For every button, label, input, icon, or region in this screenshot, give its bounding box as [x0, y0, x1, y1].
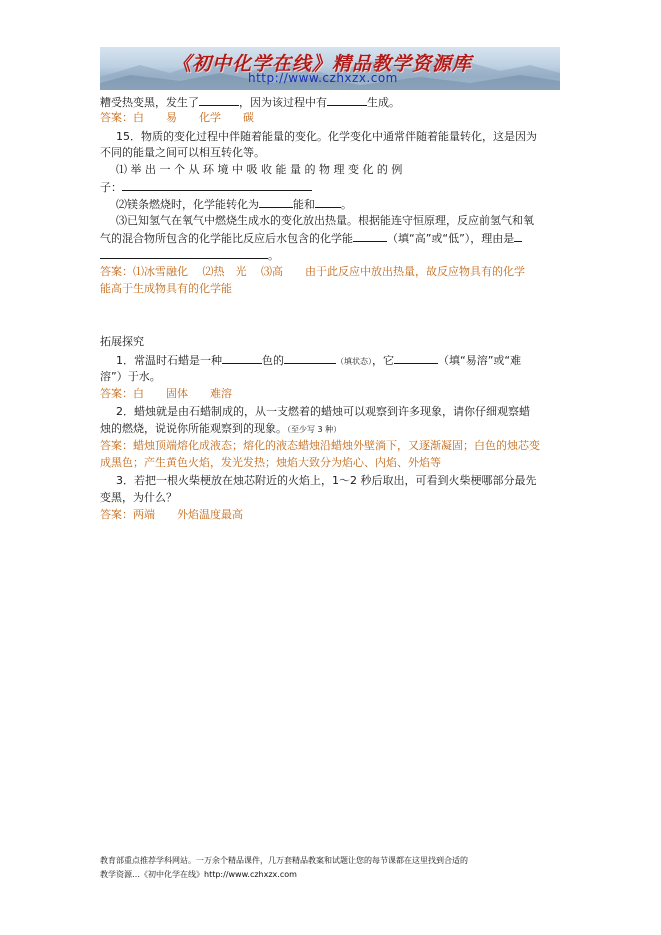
text-line: 变黑，为什么？ [100, 491, 177, 504]
blank [284, 352, 336, 364]
blank [259, 196, 293, 208]
blank [353, 230, 387, 242]
answer-line: 答案：两端 外焰温度最高 [100, 508, 243, 521]
question-15-1: ⑴ 举 出 一 个 从 环 境 中 吸 收 能 量 的 物 理 变 化 的 例 [116, 163, 403, 176]
question-e3: 3．若把一根火柴梗放在烛芯附近的火焰上，1～2 秒后取出，可看到火柴梗哪部分最先 [116, 474, 537, 487]
text-line: 子： [100, 179, 562, 195]
question-e2: 2．蜡烛就是由石蜡制成的，从一支燃着的蜡烛可以观察到许多现象，请你仔细观察蜡 [116, 405, 530, 418]
blank [100, 247, 268, 259]
blank [327, 94, 367, 106]
blank [199, 94, 239, 106]
question-15: 15．物质的变化过程中伴随着能量的变化。化学变化中通常伴随着能量转化，这是因为 [116, 130, 537, 143]
footer-line: 教育部重点推荐学科网站。一万余个精品课件，几万套精品教案和试题让您的每节课都在这里找到合适的 [100, 856, 468, 865]
question-e1: 1．常温时石蜡是一种 色的 （填状态），它 （填“易溶”或“难 [116, 354, 522, 367]
question-15-2: ⑵镁条燃烧时，化学能转化为 能和 。 [116, 198, 352, 211]
text-line: 气的混合物所包含的化学能比反应后水包含的化学能 （填“高”或“低”），理由是 [100, 230, 562, 246]
text-line: 不同的能量之间可以相互转化等。 [100, 146, 265, 159]
text-line: 。 [100, 247, 562, 263]
question-15-3: ⑶已知氢气在氧气中燃烧生成水的变化放出热量。根据能连守恒原理，反应前氢气和氧 [116, 214, 534, 227]
blank [222, 352, 262, 364]
header-banner [100, 47, 560, 90]
text-line: 溶”）于水。 [100, 370, 161, 383]
blank [315, 196, 341, 208]
blank [514, 230, 522, 242]
banner-title: 《初中化学在线》精品教学资源库 [172, 53, 473, 75]
footer-line: 教学资源…《初中化学在线》http://www.czhxzx.com [100, 870, 297, 879]
text-line: 烛的燃烧，说说你所能观察到的现象。（至少写 3 种） [100, 422, 342, 435]
text-line: 糟受热变黑，发生了 ，因为该过程中有 生成。 [100, 96, 400, 109]
section-title: 拓展探究 [100, 335, 144, 348]
blank [394, 352, 438, 364]
answer-line: 答案：⑴冰雪融化 ⑵热 光 ⑶高 由于此反应中放出热量，故反应物具有的化学 [100, 265, 525, 278]
answer-line: 能高于生成物具有的化学能 [100, 282, 232, 295]
banner-url[interactable]: http://www.czhxzx.com [248, 71, 398, 85]
answer-line: 答案：白 固体 难溶 [100, 387, 232, 400]
answer-line: 答案：白 易 化学 碳 [100, 111, 254, 124]
answer-line: 答案：蜡烛顶端熔化成液态；熔化的液态蜡烛沿蜡烛外壁淌下，又逐渐凝固；白色的烛芯变 [100, 439, 540, 452]
answer-line: 成黑色；产生黄色火焰，发光发热；烛焰大致分为焰心、内焰、外焰等 [100, 456, 441, 469]
blank [122, 179, 312, 191]
